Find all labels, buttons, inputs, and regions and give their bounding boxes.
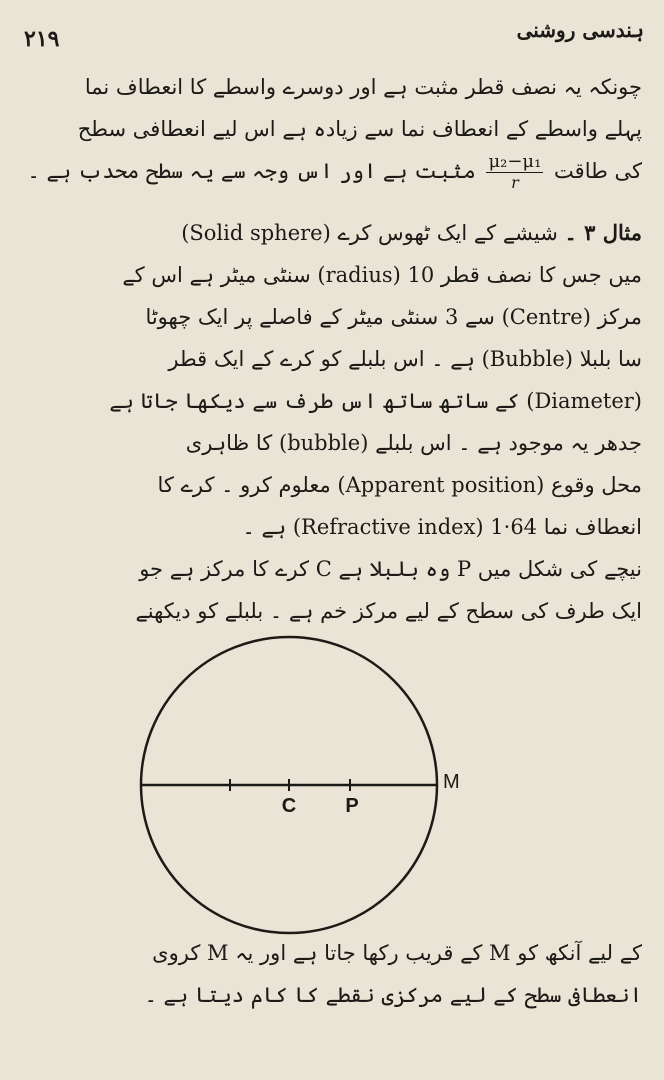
text-line: کی طاقت $\frac{\text{μ₂−μ₁}}{r}$ مثبت ہے اور اس وجہ سے یہ سطح محدب ہے ۔	[27, 151, 642, 192]
text-line: انعطافی سطح کے لیے مرکزی نقطے کا کام دیتا ہے ۔	[144, 983, 642, 1007]
text-line: میں جس کا نصف قطر (radius) 10 سنٹی میٹر ہے اس کے	[122, 263, 642, 287]
text-line: چونکہ یہ نصف قطر مثبت ہے اور دوسرے واسطے کا انعطاف نما	[84, 75, 642, 99]
paragraph-conclusion	[26, 932, 642, 1016]
text-line: مثال ۳ ۔ شیشے کے ایک ٹھوس کرے (Solid sphere)	[181, 220, 642, 245]
text-line: سا بلبلا (Bubble) ہے ۔ اس بلبلے کو کرے کے ایک قطر	[168, 347, 642, 371]
text-line: محل وقوع (Apparent position) معلوم کرو ۔ کرے کا	[157, 473, 642, 497]
text-line: ایک طرف کی سطح کے لیے مرکز خم ہے ۔ بلبلے کو دیکھنے	[135, 599, 642, 623]
fraction-numerator: μ₂−μ₁	[488, 151, 542, 172]
text-line: پہلے واسطے کے انعطاف نما سے زیادہ ہے اس لیے انعطافی سطح	[77, 117, 642, 141]
running-head: ہندسی روشنی	[516, 18, 644, 42]
text-line: کے لیے آنکھ کو M کے قریب رکھا جاتا ہے اور یہ M کروی	[152, 941, 642, 965]
text-line: (Diameter) کے ساتھ ساتھ اس طرف سے دیکھا جاتا ہے	[109, 389, 642, 413]
point-m-label: M	[443, 771, 460, 793]
page-number: ۲۱۹	[24, 26, 60, 52]
example-heading: مثال ۳ ۔	[564, 220, 642, 245]
fraction-denominator: r	[511, 173, 519, 192]
text-line: جدھر یہ موجود ہے ۔ اس بلبلے (bubble) کا ظاہری	[185, 431, 642, 455]
text-line: مرکز (Centre) سے 3 سنٹی میٹر کے فاصلے پر ایک چھوٹا	[145, 305, 642, 329]
point-p-label: P	[345, 795, 359, 817]
point-c-label: C	[281, 795, 297, 817]
text-line: نیچے کی شکل میں P وہ بلبلا ہے C کرے کا مرکز ہے جو	[139, 557, 642, 581]
text-line: انعطاف نما (Refractive index) 1·64 ہے ۔	[242, 515, 642, 539]
